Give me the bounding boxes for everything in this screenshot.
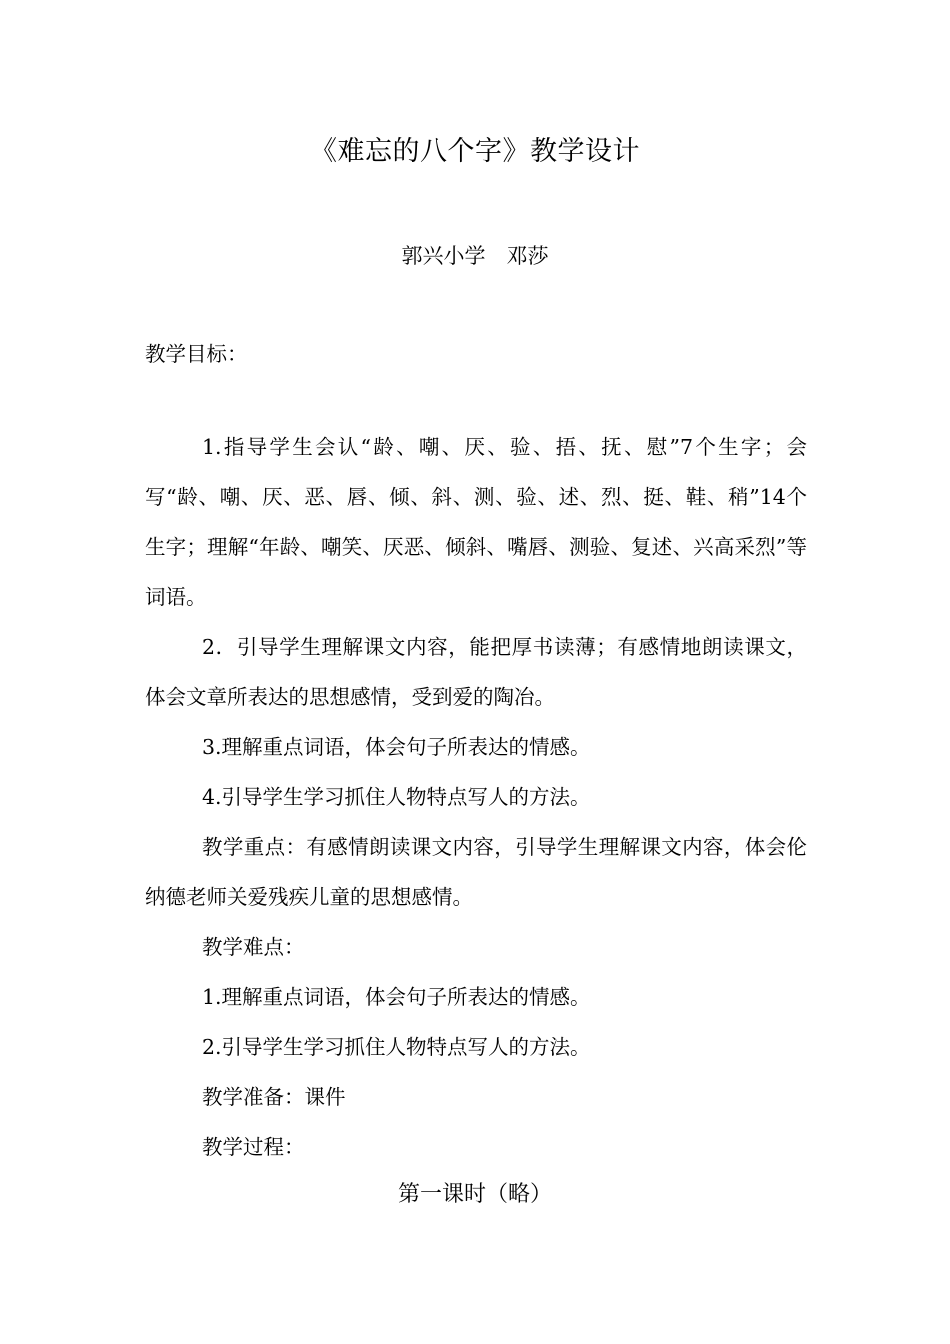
objectives-heading: 教学目标： (145, 342, 248, 366)
objective-1: 1.指导学生会认“龄、嘲、厌、验、捂、抚、慰”7个生字；会写“龄、嘲、厌、恶、唇、倾、斜、测、验、述、烈、挺、鞋、稍”14个生字；理解“年龄、嘲笑、厌恶、倾斜、嘴唇、测验、复述、兴高采烈”等词语。 (145, 435, 807, 609)
lesson-heading: 第一课时（略） (397, 1182, 552, 1207)
difficulty-2: 2.引导学生学习抓住人物特点写人的方法。 (202, 1035, 591, 1059)
key-points: 教学重点：有感情朗读课文内容，引导学生理解课文内容，体会伦纳德老师关爱残疾儿童的思想感情。 (145, 835, 807, 909)
objective-2: 2．引导学生理解课文内容，能把厚书读薄；有感情地朗读课文，体会文章所表达的思想感情，受到爱的陶冶。 (145, 635, 807, 709)
objective-4: 4.引导学生学习抓住人物特点写人的方法。 (202, 785, 591, 809)
process-heading: 教学过程： (202, 1135, 305, 1159)
document-title: 《难忘的八个字》教学设计 (310, 136, 640, 167)
teaching-preparation: 教学准备：课件 (202, 1085, 346, 1109)
author-line: 郭兴小学 邓莎 (401, 244, 549, 268)
difficulties-heading: 教学难点： (202, 935, 305, 959)
difficulty-1: 1.理解重点词语，体会句子所表达的情感。 (202, 985, 591, 1009)
objective-3: 3.理解重点词语，体会句子所表达的情感。 (202, 735, 591, 759)
